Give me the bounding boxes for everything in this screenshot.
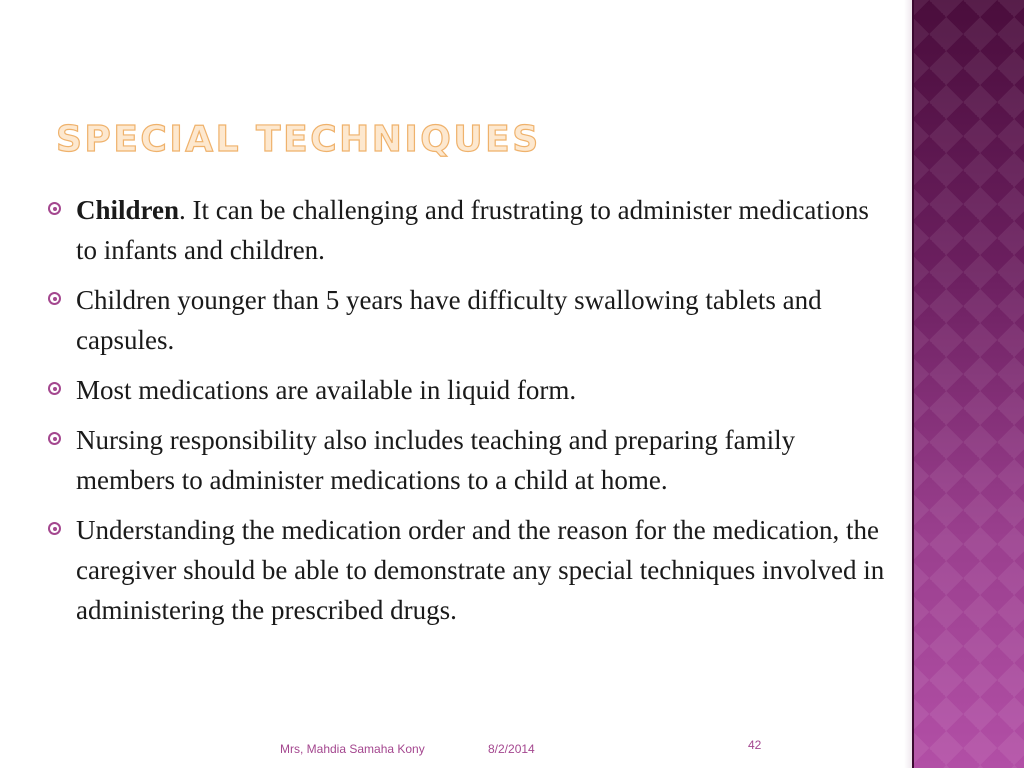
bullet-item <box>46 370 896 410</box>
bullet-list <box>46 190 896 640</box>
footer-page-number: 42 <box>748 738 762 752</box>
bullet-item <box>46 190 896 270</box>
footer-author: Mrs, Mahdia Samaha Kony <box>280 742 425 756</box>
bullet-text: Children younger than 5 years have difficulty swallowing tablets and capsules. <box>76 285 822 355</box>
circle-dot-bullet-icon <box>48 382 61 395</box>
circle-dot-bullet-icon <box>48 202 61 215</box>
side-panel-border <box>912 0 914 768</box>
bullet-item <box>46 280 896 360</box>
bullet-bold-label: Children <box>76 195 180 225</box>
circle-dot-bullet-icon <box>48 522 61 535</box>
bullet-item <box>46 510 896 630</box>
circle-dot-bullet-icon <box>48 432 61 445</box>
bullet-item <box>46 420 896 500</box>
bullet-text: Nursing responsibility also includes teaching and preparing family members to administer medications to a child at home. <box>76 425 796 495</box>
bullet-text: Most medications are available in liquid form. <box>76 375 577 405</box>
bullet-text: . It can be challenging and frustrating to administer medications to infants and children. <box>76 195 869 265</box>
decorative-side-panel <box>912 0 1024 768</box>
footer-date: 8/2/2014 <box>488 742 535 756</box>
bullet-text: Understanding the medication order and the reason for the medication, the caregiver should be able to demonstrate any special techniques involved in administering the prescribed drugs. <box>76 515 885 625</box>
slide-title: SPECIAL TECHNIQUES <box>56 119 541 160</box>
circle-dot-bullet-icon <box>48 292 61 305</box>
